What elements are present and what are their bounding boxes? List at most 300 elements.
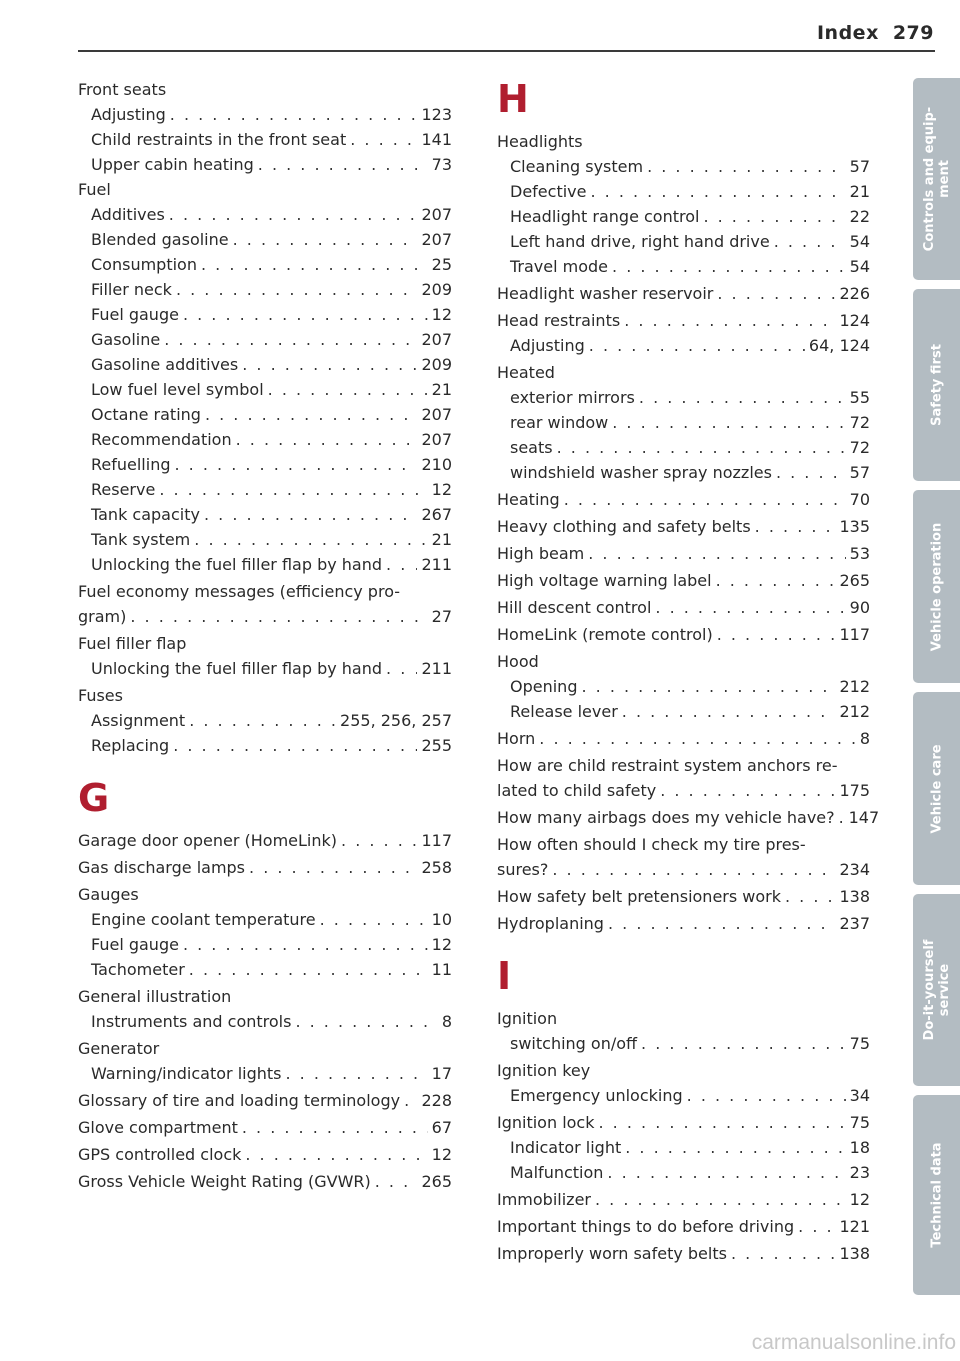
- page-ref[interactable]: 12: [849, 1190, 870, 1209]
- index-subentry: [78, 477, 452, 502]
- page-ref[interactable]: 12: [431, 480, 452, 499]
- dot-leader: [622, 699, 836, 724]
- dot-leader: [785, 884, 835, 909]
- index-heading: Fuses: [78, 686, 123, 705]
- chapter-tab[interactable]: [913, 289, 960, 481]
- page-ref[interactable]: 267: [421, 505, 452, 524]
- entry-text: windshield washer spray nozzles: [510, 463, 772, 482]
- index-subentry: [497, 1160, 870, 1185]
- entry-text: Engine coolant temperature: [91, 910, 316, 929]
- index-entry: [497, 308, 870, 333]
- page-ref[interactable]: 123: [421, 105, 452, 124]
- dot-leader: [607, 1160, 845, 1185]
- chapter-tab-label: Do-it-yourself service: [921, 939, 952, 1041]
- index-entry: [78, 604, 452, 629]
- entry-text: Headlight washer reservoir: [497, 284, 714, 303]
- dot-leader: [189, 708, 336, 733]
- dot-leader: [236, 427, 418, 452]
- page-ref[interactable]: 12: [431, 1145, 452, 1164]
- entry-text: Cleaning system: [510, 157, 644, 176]
- dot-leader: [776, 460, 846, 485]
- page-ref[interactable]: 207: [421, 330, 452, 349]
- chapter-tab-label: Vehicle care: [929, 743, 944, 834]
- index-subentry: [78, 202, 452, 227]
- index-subentry: [497, 204, 870, 229]
- index-subentry: [78, 277, 452, 302]
- index-subentry: [497, 179, 870, 204]
- entry-text: seats: [510, 438, 553, 457]
- header-rule: [78, 50, 935, 52]
- dot-leader: [249, 855, 417, 880]
- dot-leader: [258, 152, 428, 177]
- index-entry: [78, 828, 452, 853]
- page-ref[interactable]: 211: [421, 555, 452, 574]
- index-subentry: [78, 932, 452, 957]
- dot-leader: [552, 857, 835, 882]
- index-subentry: [497, 1083, 870, 1108]
- page-ref[interactable]: 21: [849, 182, 870, 201]
- index-entry: [497, 1241, 870, 1266]
- index-heading: Headlights: [497, 132, 583, 151]
- index-subentry: [78, 708, 452, 733]
- entry-text: Replacing: [91, 736, 170, 755]
- index-subentry: [78, 527, 452, 552]
- dot-leader: [183, 932, 428, 957]
- entry-text: Adjusting: [91, 105, 166, 124]
- page-ref[interactable]: 75: [849, 1113, 870, 1132]
- entry-text: Tank system: [91, 530, 191, 549]
- page-header: [817, 22, 934, 44]
- page-ref[interactable]: 135: [839, 517, 870, 536]
- section-letter: G: [78, 776, 110, 820]
- index-heading: Fuel: [78, 180, 111, 199]
- page-number: 279: [892, 22, 934, 44]
- dot-leader: [564, 487, 846, 512]
- chapter-tab-label: Controls and equip- ment: [921, 106, 952, 252]
- dot-leader: [194, 527, 427, 552]
- entry-text: Filler neck: [91, 280, 172, 299]
- page-ref[interactable]: 209: [421, 280, 452, 299]
- chapter-tab[interactable]: [913, 692, 960, 885]
- entry-text: Glossary of tire and loading terminology: [78, 1091, 401, 1110]
- entry-text: gram): [78, 607, 127, 626]
- entry-text: Additives: [91, 205, 165, 224]
- index-subentry: [78, 957, 452, 982]
- page-ref[interactable]: 27: [431, 607, 452, 626]
- section-letter: I: [497, 954, 512, 998]
- page-ref[interactable]: 141: [421, 130, 452, 149]
- index-subentry: [78, 552, 452, 577]
- page-ref[interactable]: 175: [839, 781, 870, 800]
- page-ref[interactable]: 226: [839, 284, 870, 303]
- index-subentry: [497, 674, 870, 699]
- dot-leader: [647, 154, 846, 179]
- dot-leader: [164, 327, 417, 352]
- index-column-right: [497, 77, 880, 1266]
- page-ref[interactable]: 211: [421, 659, 452, 678]
- entry-text: Adjusting: [510, 336, 585, 355]
- index-subentry: [497, 1135, 870, 1160]
- dot-leader: [404, 1088, 417, 1113]
- index-subentry: [78, 733, 452, 758]
- dot-leader: [201, 252, 428, 277]
- page-ref[interactable]: 72: [849, 438, 870, 457]
- index-entry: [497, 514, 870, 539]
- index-subentry: [497, 460, 870, 485]
- entry-text: HomeLink (remote control): [497, 625, 713, 644]
- index-heading: Hood: [497, 652, 539, 671]
- chapter-tab[interactable]: [913, 490, 960, 683]
- index-entry: [78, 1142, 452, 1167]
- dot-leader: [703, 204, 845, 229]
- dot-leader: [774, 229, 846, 254]
- page-ref[interactable]: 21: [431, 530, 452, 549]
- entry-text: Opening: [510, 677, 578, 696]
- index-heading: Fuel economy messages (efficiency pro-: [78, 582, 401, 601]
- index-entry: [497, 281, 870, 306]
- dot-leader: [608, 911, 835, 936]
- section-letter: H: [497, 77, 529, 121]
- index-subentry: [497, 154, 870, 179]
- chapter-tab[interactable]: [913, 1095, 960, 1295]
- entry-text: High voltage warning label: [497, 571, 712, 590]
- index-entry: [497, 1214, 870, 1239]
- page-ref[interactable]: 53: [849, 544, 870, 563]
- index-subentry: [497, 699, 870, 724]
- dot-leader: [755, 514, 836, 539]
- entry-text: Improperly worn safety belts: [497, 1244, 727, 1263]
- index-subentry: [78, 252, 452, 277]
- index-entry: [78, 1169, 452, 1194]
- index-entry: [497, 1187, 870, 1212]
- entry-text: Fuel gauge: [91, 935, 179, 954]
- dot-leader: [295, 1009, 437, 1034]
- chapter-tabs: [913, 78, 960, 1304]
- page-ref[interactable]: 57: [849, 463, 870, 482]
- page-ref[interactable]: 75: [849, 1034, 870, 1053]
- index-subentry: [78, 427, 452, 452]
- entry-text: Consumption: [91, 255, 197, 274]
- index-entry: [497, 805, 880, 830]
- page-ref[interactable]: 138: [839, 887, 870, 906]
- page-ref[interactable]: 207: [421, 230, 452, 249]
- entry-text: Glove compartment: [78, 1118, 238, 1137]
- page-ref[interactable]: 207: [421, 205, 452, 224]
- page-ref[interactable]: 21: [431, 380, 452, 399]
- page-ref[interactable]: 212: [839, 702, 870, 721]
- page-ref[interactable]: 73: [431, 155, 452, 174]
- dot-leader: [386, 656, 417, 681]
- index-heading: Ignition: [497, 1009, 558, 1028]
- entry-text: Gasoline additives: [91, 355, 239, 374]
- index-entry: [497, 1110, 870, 1135]
- dot-leader: [612, 410, 845, 435]
- dot-leader: [716, 568, 836, 593]
- entry-text: Fuel gauge: [91, 305, 179, 324]
- page-ref[interactable]: 212: [839, 677, 870, 696]
- index-subentry: [78, 102, 452, 127]
- dot-leader: [233, 227, 418, 252]
- entry-text: Left hand drive, right hand drive: [510, 232, 770, 251]
- index-subentry: [497, 333, 870, 358]
- index-subentry: [497, 229, 870, 254]
- entry-text: Unlocking the fuel filler flap by hand: [91, 555, 383, 574]
- chapter-tab-label: Technical data: [929, 1142, 944, 1248]
- dot-leader: [717, 281, 835, 306]
- index-entry: [497, 911, 870, 936]
- entry-text: Upper cabin heating: [91, 155, 254, 174]
- page-ref[interactable]: 10: [431, 910, 452, 929]
- dot-leader: [639, 385, 846, 410]
- entry-text: Warning/indicator lights: [91, 1064, 282, 1083]
- index-subentry: [78, 152, 452, 177]
- entry-text: Hydroplaning: [497, 914, 604, 933]
- index-subentry: [497, 254, 870, 279]
- entry-text: Defective: [510, 182, 587, 201]
- watermark: carmanualsonline.info: [751, 1331, 956, 1354]
- dot-leader: [641, 1031, 846, 1056]
- page-ref[interactable]: 8: [859, 729, 870, 748]
- index-entry: [497, 622, 870, 647]
- entry-text: lated to child safety: [497, 781, 657, 800]
- page-ref[interactable]: 237: [839, 914, 870, 933]
- entry-text: Garage door opener (HomeLink): [78, 831, 338, 850]
- dot-leader: [350, 127, 417, 152]
- index-entry: [497, 726, 870, 751]
- page-ref[interactable]: 234: [839, 860, 870, 879]
- page-ref[interactable]: 90: [849, 598, 870, 617]
- page-ref[interactable]: 8: [441, 1012, 452, 1031]
- page-ref[interactable]: 72: [849, 413, 870, 432]
- dot-leader: [375, 1169, 418, 1194]
- dot-leader: [839, 805, 845, 830]
- header-section: Index: [816, 22, 879, 44]
- index-entry: [78, 1115, 452, 1140]
- entry-text: Child restraints in the front seat: [91, 130, 347, 149]
- page-ref[interactable]: 67: [431, 1118, 452, 1137]
- entry-text: Gross Vehicle Weight Rating (GVWR): [78, 1172, 371, 1191]
- index-heading: Ignition key: [497, 1061, 591, 1080]
- dot-leader: [717, 622, 836, 647]
- entry-text: Horn: [497, 729, 536, 748]
- index-subentry: [78, 1009, 452, 1034]
- entry-text: Release lever: [510, 702, 618, 721]
- page-ref[interactable]: 265: [421, 1172, 452, 1191]
- dot-leader: [245, 1142, 427, 1167]
- entry-text: switching on/off: [510, 1034, 638, 1053]
- entry-text: Tank capacity: [91, 505, 200, 524]
- index-subentry: [78, 327, 452, 352]
- dot-leader: [170, 102, 418, 127]
- index-subentry: [78, 452, 452, 477]
- entry-text: Heavy clothing and safety belts: [497, 517, 751, 536]
- entry-text: How many airbags does my vehicle have?: [497, 808, 835, 827]
- entry-text: GPS controlled clock: [78, 1145, 242, 1164]
- dot-leader: [687, 1083, 846, 1108]
- index-entry: [78, 1088, 452, 1113]
- dot-leader: [175, 452, 418, 477]
- page-ref[interactable]: 210: [421, 455, 452, 474]
- entry-text: High beam: [497, 544, 585, 563]
- chapter-tab-label: Safety first: [929, 344, 944, 426]
- page-ref[interactable]: 255, 256, 257: [340, 711, 452, 730]
- page-ref[interactable]: 12: [431, 935, 452, 954]
- index-subentry: [78, 502, 452, 527]
- dot-leader: [204, 502, 417, 527]
- index-column-left: [78, 77, 452, 1194]
- page-ref[interactable]: 54: [849, 257, 870, 276]
- entry-text: Travel mode: [510, 257, 609, 276]
- page-ref[interactable]: 207: [421, 430, 452, 449]
- dot-leader: [660, 778, 835, 803]
- page-ref[interactable]: 70: [849, 490, 870, 509]
- page-ref[interactable]: 147: [848, 808, 880, 827]
- dot-leader: [731, 1241, 836, 1266]
- index-subentry: [497, 385, 870, 410]
- index-heading: Heated: [497, 363, 555, 382]
- page-ref[interactable]: 17: [431, 1064, 452, 1083]
- index-entry: [497, 857, 870, 882]
- index-heading: How often should I check my tire pres-: [497, 835, 806, 854]
- dot-leader: [655, 595, 845, 620]
- dot-leader: [557, 435, 846, 460]
- dot-leader: [624, 308, 835, 333]
- page-ref[interactable]: 23: [849, 1163, 870, 1182]
- entry-text: exterior mirrors: [510, 388, 635, 407]
- dot-leader: [169, 202, 418, 227]
- page-ref[interactable]: 209: [421, 355, 452, 374]
- page-ref[interactable]: 117: [839, 625, 870, 644]
- entry-text: Emergency unlocking: [510, 1086, 683, 1105]
- dot-leader: [130, 604, 427, 629]
- dot-leader: [599, 1110, 846, 1135]
- page-ref[interactable]: 55: [849, 388, 870, 407]
- entry-text: Gasoline: [91, 330, 161, 349]
- page-ref[interactable]: 11: [431, 960, 452, 979]
- page-ref[interactable]: 25: [431, 255, 452, 274]
- entry-text: Blended gasoline: [91, 230, 229, 249]
- index-heading: General illustration: [78, 987, 232, 1006]
- dot-leader: [589, 333, 805, 358]
- index-heading: Fuel filler flap: [78, 634, 187, 653]
- dot-leader: [612, 254, 846, 279]
- entry-text: Octane rating: [91, 405, 201, 424]
- index-subentry: [78, 656, 452, 681]
- index-subentry: [78, 127, 452, 152]
- index-subentry: [78, 377, 452, 402]
- chapter-tab-label: Vehicle operation: [929, 522, 944, 651]
- page-ref[interactable]: 138: [839, 1244, 870, 1263]
- dot-leader: [159, 477, 427, 502]
- entry-text: Tachometer: [91, 960, 185, 979]
- entry-text: How safety belt pretensioners work: [497, 887, 781, 906]
- chapter-tab[interactable]: [913, 78, 960, 280]
- page-ref[interactable]: 34: [849, 1086, 870, 1105]
- dot-leader: [581, 674, 835, 699]
- index-heading: Front seats: [78, 80, 167, 99]
- page-ref[interactable]: 18: [849, 1138, 870, 1157]
- index-entry: [497, 541, 870, 566]
- page-ref[interactable]: 64, 124: [808, 336, 870, 355]
- entry-text: sures?: [497, 860, 549, 879]
- index-entry: [497, 487, 870, 512]
- index-subentry: [497, 435, 870, 460]
- entry-text: Headlight range control: [510, 207, 700, 226]
- dot-leader: [320, 907, 428, 932]
- dot-leader: [595, 1187, 846, 1212]
- index-subentry: [497, 1031, 870, 1056]
- page-ref[interactable]: 265: [839, 571, 870, 590]
- page-ref[interactable]: 54: [849, 232, 870, 251]
- dot-leader: [176, 277, 418, 302]
- dot-leader: [386, 552, 417, 577]
- index-subentry: [78, 1061, 452, 1086]
- dot-leader: [242, 1115, 428, 1140]
- page-ref[interactable]: 124: [839, 311, 870, 330]
- entry-text: Unlocking the fuel filler flap by hand: [91, 659, 383, 678]
- entry-text: Heating: [497, 490, 560, 509]
- dot-leader: [189, 957, 428, 982]
- entry-text: Malfunction: [510, 1163, 604, 1182]
- entry-text: Indicator light: [510, 1138, 622, 1157]
- index-subentry: [78, 227, 452, 252]
- entry-text: Refuelling: [91, 455, 171, 474]
- entry-text: Head restraints: [497, 311, 621, 330]
- index-subentry: [78, 907, 452, 932]
- index-entry: [497, 778, 870, 803]
- dot-leader: [625, 1135, 845, 1160]
- entry-text: Hill descent control: [497, 598, 652, 617]
- page-ref[interactable]: 228: [421, 1091, 452, 1110]
- page-ref[interactable]: 22: [849, 207, 870, 226]
- dot-leader: [341, 828, 417, 853]
- index-subentry: [78, 402, 452, 427]
- dot-leader: [285, 1061, 427, 1086]
- page-ref[interactable]: 207: [421, 405, 452, 424]
- index-entry: [497, 595, 870, 620]
- page-ref[interactable]: 57: [849, 157, 870, 176]
- index-entry: [78, 855, 452, 880]
- entry-text: Important things to do before driving: [497, 1217, 795, 1236]
- entry-text: Low fuel level symbol: [91, 380, 264, 399]
- entry-text: Reserve: [91, 480, 156, 499]
- entry-text: Instruments and controls: [91, 1012, 292, 1031]
- entry-text: Gas discharge lamps: [78, 858, 246, 877]
- index-subentry: [497, 410, 870, 435]
- index-heading: Generator: [78, 1039, 160, 1058]
- dot-leader: [798, 1214, 835, 1239]
- index-entry: [497, 884, 870, 909]
- index-subentry: [78, 302, 452, 327]
- chapter-tab[interactable]: [913, 894, 960, 1086]
- dot-leader: [539, 726, 856, 751]
- dot-leader: [588, 541, 845, 566]
- page-ref[interactable]: 258: [421, 858, 452, 877]
- page-ref[interactable]: 117: [421, 831, 452, 850]
- entry-text: Assignment: [91, 711, 186, 730]
- entry-text: Recommendation: [91, 430, 232, 449]
- entry-text: Immobilizer: [497, 1190, 591, 1209]
- dot-leader: [242, 352, 417, 377]
- page-ref[interactable]: 121: [839, 1217, 870, 1236]
- page-ref[interactable]: 255: [421, 736, 452, 755]
- dot-leader: [183, 302, 428, 327]
- dot-leader: [268, 377, 428, 402]
- page-ref[interactable]: 12: [431, 305, 452, 324]
- index-heading: Gauges: [78, 885, 139, 904]
- dot-leader: [590, 179, 845, 204]
- index-subentry: [78, 352, 452, 377]
